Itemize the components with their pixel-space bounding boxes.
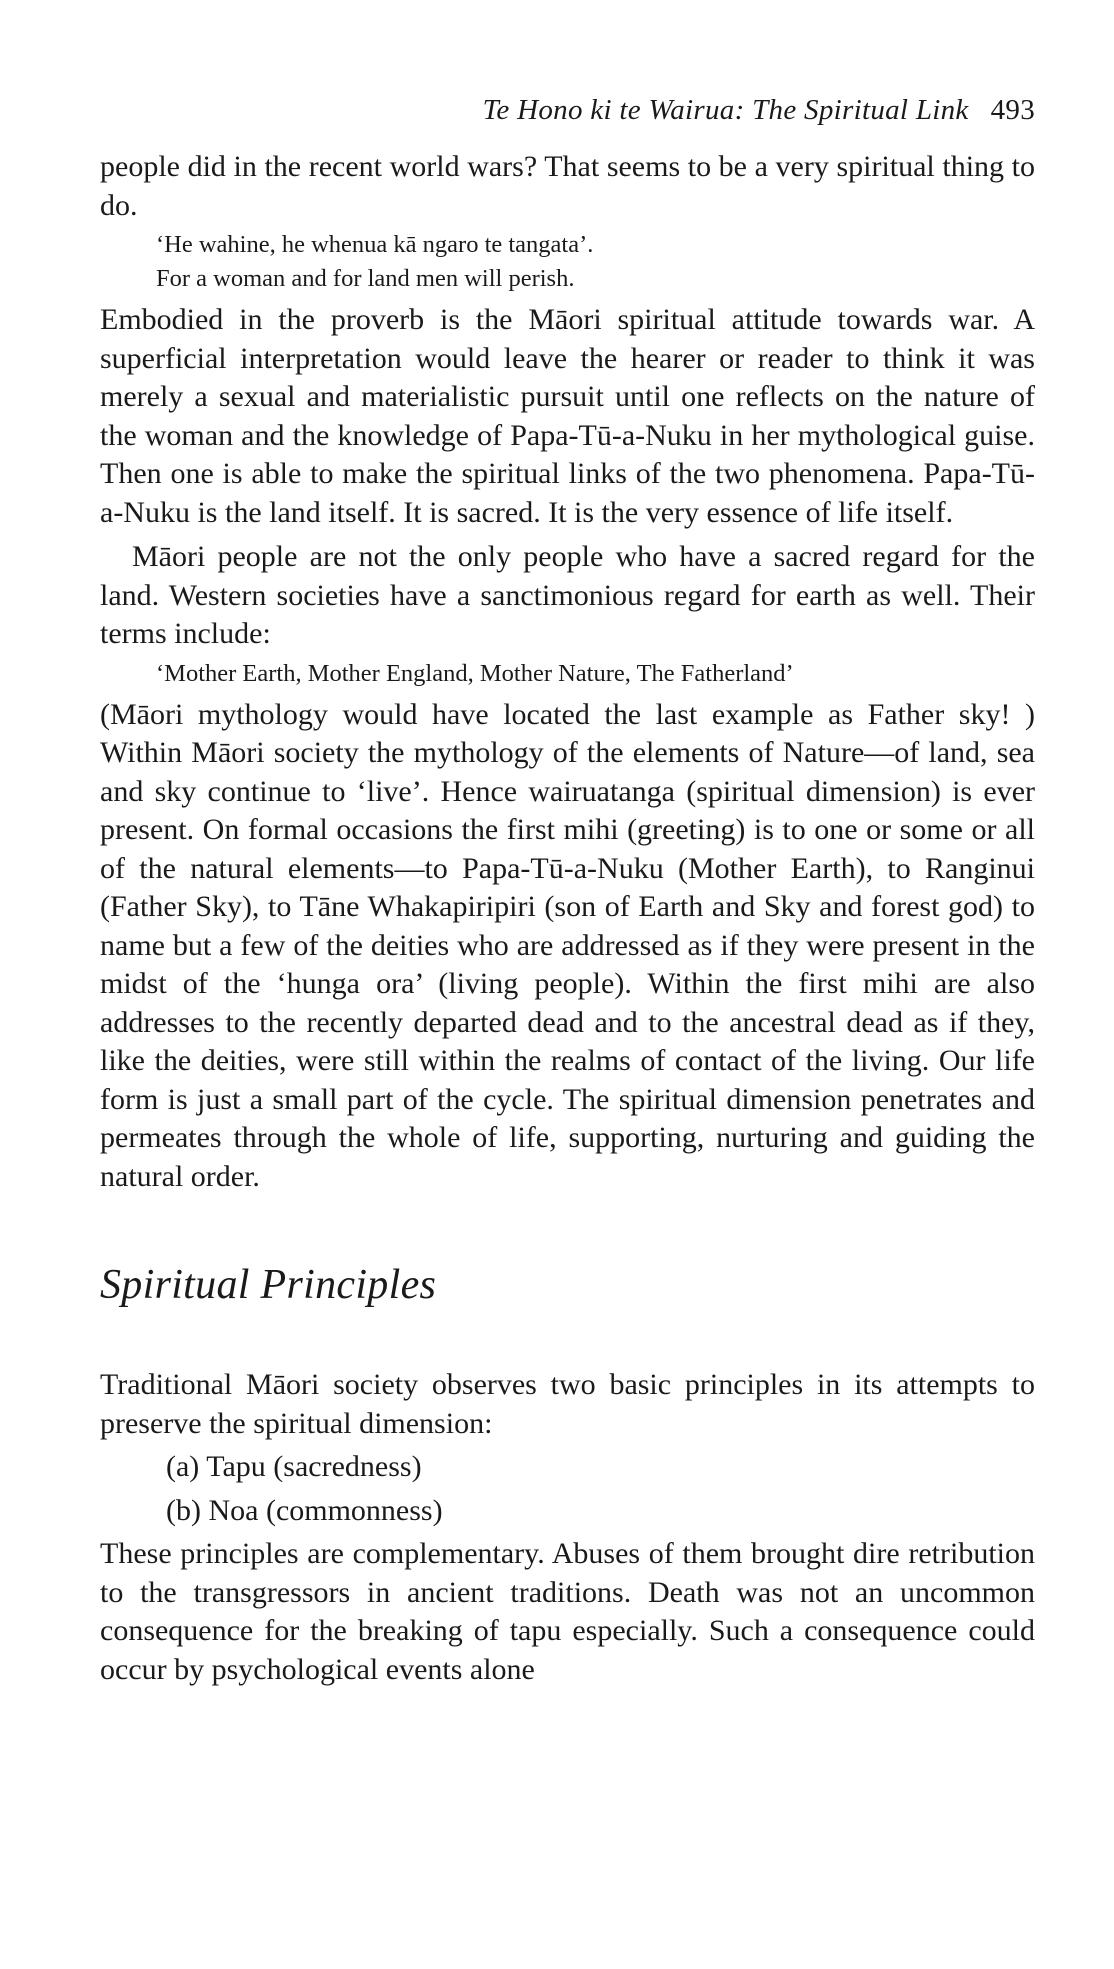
principle-tapu: (a) Tapu (sacredness)	[166, 1450, 422, 1483]
terms-quote: ‘Mother Earth, Mother England, Mother Nature, The Fatherland’	[156, 659, 794, 687]
page-number: 493	[990, 94, 1035, 126]
proverb-english: For a woman and for land men will perish.	[156, 265, 575, 292]
paragraph-mythology: (Māori mythology would have located the last example as Father sky! ) Within Māori society the mythology of the elements of Nature—of land, sea and sky continue to ‘live’. Hence wairuatanga (spiritual dimension) is ever present. On formal occasions the first mihi (greeting) is to one or some or all of the natural elements—to Papa-Tū-a-Nuku (Mother Earth), to Ranginui (Father Sky), to Tāne Whakapiripiri (son of Earth and Sky and forest god) to name but a few of the deities who are addressed as if they were present in the midst of the ‘hunga ora’ (living people). Within the first mihi are also addresses to the recently departed dead and to the ancestral dead as if they, like the deities, were still within the realms of contact of the living. Our life form is just a small part of the cycle. The spiritual dimension penetrates and permeates through the whole of life, supporting, nurturing and guiding the natural order.	[100, 697, 1035, 1193]
paragraph-principles-intro: Traditional Māori society observes two basic principles in its attempts to preserve the spiritual dimension:	[100, 1368, 1035, 1440]
section-heading: Spiritual Principles	[100, 1262, 437, 1308]
principle-noa: (b) Noa (commonness)	[166, 1494, 443, 1527]
book-page	[100, 92, 1035, 1689]
running-head	[100, 92, 1035, 128]
paragraph-complementary: These principles are complementary. Abuses of them brought dire retribution to the transgressors in ancient traditions. Death was not an uncommon consequence for the breaking of tapu especially. Such a consequence could occur by psychological events alone	[100, 1537, 1035, 1686]
paragraph-continuation: people did in the recent world wars? That seems to be a very spiritual thing to do.	[100, 150, 1035, 222]
proverb-maori: ‘He wahine, he whenua kā ngaro te tangata’.	[156, 231, 594, 258]
paragraph-sacred-land: Māori people are not the only people who have a sacred regard for the land. Western societies have a sanctimonious regard for earth as well. Their terms include:	[100, 540, 1035, 650]
paragraph-proverb-meaning: Embodied in the proverb is the Māori spiritual attitude towards war. A superficial interpretation would leave the hearer or reader to think it was merely a sexual and materialistic pursuit until one reflects on the nature of the woman and the knowledge of Papa-Tū-a-Nuku in her mythological guise. Then one is able to make the spiritual links of the two phenomena. Papa-Tū-a-Nuku is the land itself. It is sacred. It is the very essence of life itself.	[100, 303, 1035, 529]
running-title: Te Hono ki te Wairua: The Spiritual Link	[482, 94, 969, 126]
